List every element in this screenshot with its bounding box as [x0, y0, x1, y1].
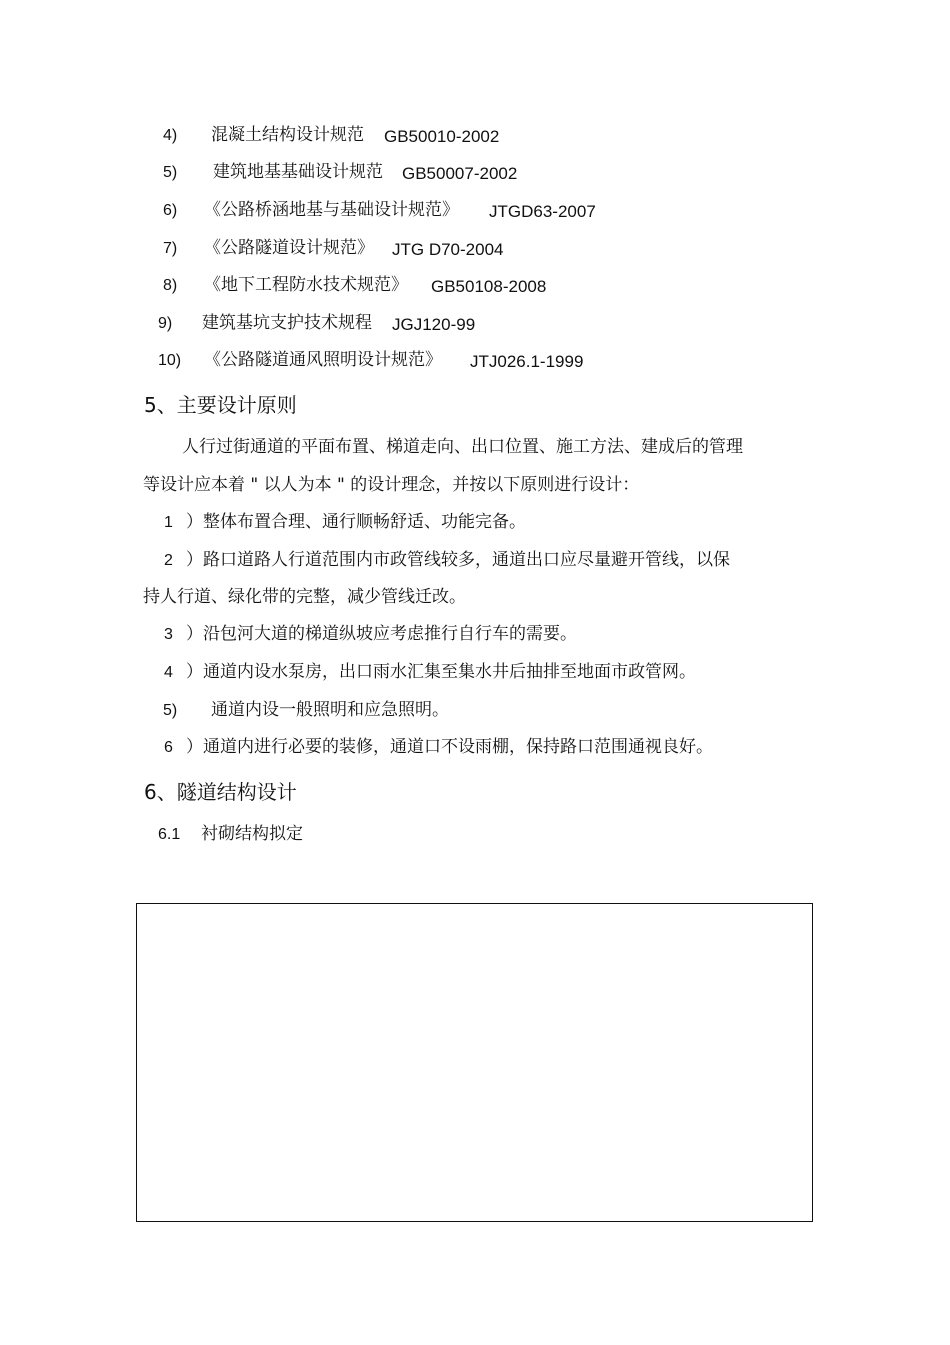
list-item-number: 1 — [164, 514, 173, 531]
list-item-text: 通道内设一般照明和应急照明。 — [211, 700, 449, 720]
subsection-title: 衬砌结构拟定 — [201, 824, 303, 844]
section-heading: 5、主要设计原则 — [144, 393, 297, 417]
list-item-number: 2 — [164, 552, 173, 569]
paragraph-line: 等设计应本着 " 以人为本 " 的设计理念，并按以下原则进行设计： — [143, 475, 640, 495]
standard-name: 《公路桥涵地基与基础设计规范》 — [204, 200, 459, 220]
list-item-number: 5) — [163, 702, 178, 719]
standard-code: JTJ026.1-1999 — [470, 352, 584, 371]
standard-code: GB50010-2002 — [384, 127, 500, 146]
standard-name: 《公路隧道通风照明设计规范》 — [204, 350, 442, 370]
list-item-number: 6 — [164, 739, 173, 756]
subsection-number: 6.1 — [158, 826, 181, 843]
paragraph-line: 人行过街通道的平面布置、梯道走向、出口位置、施工方法、建成后的管理 — [182, 437, 743, 457]
standard-name: 建筑基坑支护技术规程 — [202, 313, 372, 333]
figure-frame — [136, 903, 813, 1222]
section-heading: 6、隧道结构设计 — [144, 780, 297, 804]
standard-name: 《地下工程防水技术规范》 — [204, 275, 408, 295]
list-item-number: 9) — [158, 315, 173, 332]
list-item-number: 5) — [163, 164, 178, 181]
list-item-text: ）路口道路人行道范围内市政管线较多，通道出口应尽量避开管线，以保 — [186, 550, 730, 570]
list-item-number: 4 — [164, 664, 173, 681]
list-item-text: ）通道内设水泵房，出口雨水汇集至集水井后抽排至地面市政管网。 — [186, 662, 696, 682]
standard-name: 《公路隧道设计规范》 — [204, 238, 374, 258]
standard-code: GB50108-2008 — [431, 277, 547, 296]
list-item-number: 6) — [163, 202, 178, 219]
list-item-text: ）沿包河大道的梯道纵坡应考虑推行自行车的需要。 — [186, 624, 577, 644]
list-item-text: ）通道内进行必要的装修，通道口不设雨棚，保持路口范围通视良好。 — [186, 737, 713, 757]
list-item-number: 10) — [158, 352, 182, 369]
list-item-text: 持人行道、绿化带的完整，减少管线迁改。 — [143, 587, 466, 607]
standard-code: GB50007-2002 — [402, 164, 518, 183]
standard-code: JGJ120-99 — [392, 315, 476, 334]
standard-name: 混凝土结构设计规范 — [211, 125, 364, 145]
standard-code: JTG D70-2004 — [392, 240, 504, 259]
standard-code: JTGD63-2007 — [489, 202, 596, 221]
list-item-number: 7) — [163, 240, 178, 257]
list-item-number: 8) — [163, 277, 178, 294]
standard-name: 建筑地基基础设计规范 — [213, 162, 383, 182]
list-item-text: ）整体布置合理、通行顺畅舒适、功能完备。 — [186, 512, 526, 532]
list-item-number: 3 — [164, 626, 173, 643]
list-item-number: 4) — [163, 127, 178, 144]
